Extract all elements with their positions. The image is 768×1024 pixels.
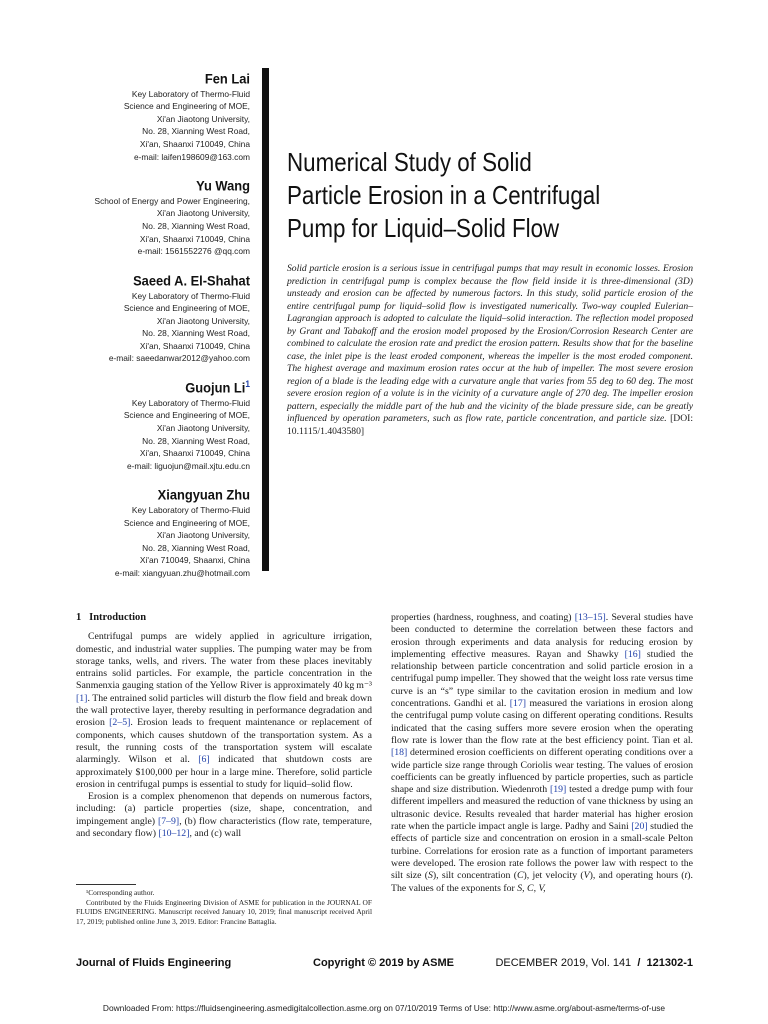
footer-copyright: Copyright © 2019 by ASME [313,957,454,969]
download-notice[interactable]: Downloaded From: https://fluidsengineering.asmedigitalcollection.asme.org on 07/10/2019 Terms of Use: http://www.asme.org/about-asme/terms-of-use [102,1003,666,1013]
text-run: Erosion is a complex phenomenon that depends on numerous factors, including: (a) particle properties (size, shape, concentration, and impingement angle) [76,791,372,827]
citation-link[interactable]: [19] [549,784,567,796]
text-run: ), jet velocity ( [523,870,584,882]
text-run: t [684,870,688,882]
author-email[interactable]: e-mail: liguojun@mail.xjtu.edu.cn [126,460,250,471]
text-run: , and (c) wall [189,828,242,840]
text-run: properties (hardness, roughness, and coating) [391,612,575,623]
affiliation-line: Key Laboratory of Thermo-Fluid [131,88,250,99]
corresponding-author-mark[interactable]: 1 [245,379,250,390]
text-run: V [583,870,590,882]
page-footer [76,957,693,971]
author-block [60,66,250,163]
footnote-corresponding: ¹Corresponding author. [86,888,155,897]
author-block [60,268,250,365]
citation-link[interactable]: [2–5] [109,717,131,729]
affiliation-line: Science and Engineering of MOE, [123,517,250,528]
author-name: Saeed A. El-Shahat [133,272,250,289]
affiliation-line: Science and Engineering of MOE, [123,101,250,112]
author-block [60,482,250,579]
text-run: S [428,870,433,882]
vertical-divider-bar [262,68,269,571]
text-run: studied the relationship between particle concentration and solid particle erosion in a centrifugal pump impeller. They showed that the weight loss rate versus time curve is an “s” type similar to the cavitation erosion in medium and low concentrations. Gandhi et al. [391,648,694,710]
citation-link[interactable]: [20] [631,821,648,833]
text-run: S, C, V, [517,882,546,894]
affiliation-line: Key Laboratory of Thermo-Fluid [131,397,250,408]
affiliation-line: Xi'an Jiaotong University, [156,208,250,219]
author-name: Yu Wang [196,177,250,194]
affiliation-line: No. 28, Xianning West Road, [142,221,250,232]
footnotes [76,888,372,926]
affiliation-line: No. 28, Xianning West Road, [142,328,250,339]
author-name: Xiangyuan Zhu [157,486,250,503]
citation-link[interactable]: [13–15] [574,612,606,623]
paper-title [287,146,648,245]
affiliation-line: Xi'an Jiaotong University, [156,530,250,541]
paragraph [76,631,372,791]
abstract [287,263,693,438]
abstract-text: Solid particle erosion is a serious issue in centrifugal pumps that may result in economic losses. Erosion prediction in centrifugal pump is complex because the flow field inside it is three-dimensional (3D) unsteady and erosion can be affected by numerous factors. In this study, solid particle erosion of the entire centrifugal pump for liquid–solid flow is investigated numerically. Two-way coupled Eulerian–Lagrangian approach is adopted to calculate the liquid–solid interaction. The reflection model proposed by Grant and Tabakoff and the erosion model proposed by the Erosion/Corrosion Research Center are combined to calculate the erosion rate and predict the erosion pattern. Results show that for the baseline case, the inlet pipe is the least eroded component, whereas the impeller is the most eroded component. The highest average and maximum erosion rates occur at the hub of impeller. The most severe erosion region of a blade is the leading edge with a curvature angle that varies from 55 deg to 60 deg. The most severe erosion region of a volute is in the vicinity of a curvature angle of 270 deg. The impeller erosion pattern, especially the middle part of the hub and the vicinity of the blade pressure side, can be greatly influenced by operation parameters, such as flow rate, particle concentration, and particle size. [287,263,693,424]
affiliation-line: Science and Engineering of MOE, [123,303,250,314]
title-line: Pump for Liquid–Solid Flow [287,213,560,243]
citation-link[interactable]: [7–9] [157,815,180,827]
text-run: ). The values of the exponents for [391,870,693,894]
author-email[interactable]: e-mail: laifen198609@163.com [133,151,250,162]
citation-link[interactable]: [16] [624,648,641,660]
affiliation-line: Xi'an, Shaanxi 710049, China [139,139,250,150]
author-list [60,66,250,590]
footer-issue-date: DECEMBER 2019, Vol. 141 [495,957,632,969]
paragraph [391,612,693,895]
footer-separator: / [637,957,641,969]
section-heading [76,612,372,624]
citation-link[interactable]: [10–12] [158,828,190,840]
body-column-left [76,612,372,840]
author-name: Guojun Li$^1$ [185,379,250,396]
title-line: Particle Erosion in a Centrifugal [287,180,601,210]
author-email[interactable]: e-mail: 1561552276 @qq.com [137,246,250,257]
footnote-divider [76,884,136,885]
body-column-right [391,612,693,895]
citation-link[interactable]: [17] [509,698,527,710]
text-run: . Several studies have been conducted to determine the correlation between these factors and erosion through experiments and data analysis for reducing erosion by implementing effective measures. Rayan and Shawky [391,612,693,660]
affiliation-line: Key Laboratory of Thermo-Fluid [131,290,250,301]
text-run: C [516,870,524,882]
author-email[interactable]: e-mail: saeedanwar2012@yahoo.com [108,353,250,364]
affiliation-line: Key Laboratory of Thermo-Fluid [131,504,250,515]
affiliation-line: Xi'an, Shaanxi 710049, China [139,340,250,351]
text-run: Centrifugal pumps are widely applied in agriculture irrigation, domestic, and industrial water supplies. The pumping water may be from storage tanks, wells, and rivers. The water from these places inevitably entrains solid particles. For example, the particle concentration in the Sanmenxia gauging station of the Yellow River is approximately 40 kg m⁻³ [76,631,372,692]
author-name: Fen Lai [204,70,250,87]
affiliation-line: Xi'an Jiaotong University, [156,422,250,433]
affiliation-line: No. 28, Xianning West Road, [142,435,250,446]
affiliation-line: Xi'an Jiaotong University, [156,315,250,326]
title-line: Numerical Study of Solid [287,147,532,177]
text-run: , (b) flow characteristics (flow rate, temperature, and secondary flow) [76,815,372,840]
text-run: ), and operating hours ( [589,870,685,882]
paragraph [76,791,372,840]
text-run: ), silt concentration ( [432,870,517,882]
text-run: determined erosion coefficients on different operating conditions over a wide particle size range through Coriolis wear testing. The values of erosion coefficients can be greatly influenced by particle properties, such as particle shape and size distribution. Wiedenroth [391,747,693,796]
author-block [60,173,250,258]
text-run: measured the variations in erosion along the centrifugal pump volute casing on different operating conditions. Results indicated that the casing suffers more severe erosion when the operating flow rate is lower than the flow rate at the best efficiency point. Tian et al. [391,698,694,746]
section-number: 1 [76,612,82,623]
affiliation-line: School of Energy and Power Engineering, [94,195,250,206]
doi[interactable]: [DOI: 10.1115/1.4043580] [287,413,693,437]
text-run: studied the effects of particle size and concentration on erosion in a small-scale Pelton turbine. Correlations for erosion rate as a function of important parameters were developed. The erosion rate follows the power law with respect to the silt size ( [391,821,693,882]
citation-link[interactable]: [1] [76,692,88,704]
section-title: Introduction [89,612,147,623]
footer-page-number: 121302-1 [646,957,693,969]
text-run: . Erosion leads to frequent maintenance or replacement of components, which causes shutdown of the transportation system. As a result, the running costs of the transportation system will escalate alarmingly. Wilson et al. [76,717,372,766]
affiliation-line: Science and Engineering of MOE, [123,410,250,421]
text-run: . The entrained solid particles will disturb the flow field and break down the wall protective layer, thereby resulting in performance degradation and erosion [76,692,372,729]
affiliation-line: Xi'an, Shaanxi 710049, China [139,448,250,459]
citation-link[interactable]: [6] [198,754,210,766]
footnote-contributed: Contributed by the Fluids Engineering Division of ASME for publication in the JOURNAL OF FLUIDS ENGINEERING. Manuscript received January 10, 2019; final manuscript received April 17, 2019; published online June 3, 2019. Editor: Francine Battaglia. [76,897,372,926]
affiliation-line: No. 28, Xianning West Road, [142,542,250,553]
footer-journal: Journal of Fluids Engineering [76,957,232,969]
affiliation-line: No. 28, Xianning West Road, [142,126,250,137]
text-run: tested a dredge pump with four different impellers and measured the reduction of vane thickness by using an ultrasonic device. Results revealed that harder material has higher erosion rate when the particle impact angle is large. Padhy and Saini [391,784,693,833]
footer-issue [495,957,693,969]
affiliation-line: Xi'an, Shaanxi 710049, China [139,233,250,244]
text-run: indicated that shutdown costs are approximately $100,000 per hour in a large mine. Therefore, solid particle erosion in centrifugal pumps is essential to study for liquid–solid flow. [76,754,372,790]
affiliation-line: Xi'an 710049, Shaanxi, China [139,555,250,566]
affiliation-line: Xi'an Jiaotong University, [156,113,250,124]
author-email[interactable]: e-mail: xiangyuan.zhu@hotmail.com [114,567,250,578]
citation-link[interactable]: [18] [391,747,408,759]
author-block [60,375,250,472]
